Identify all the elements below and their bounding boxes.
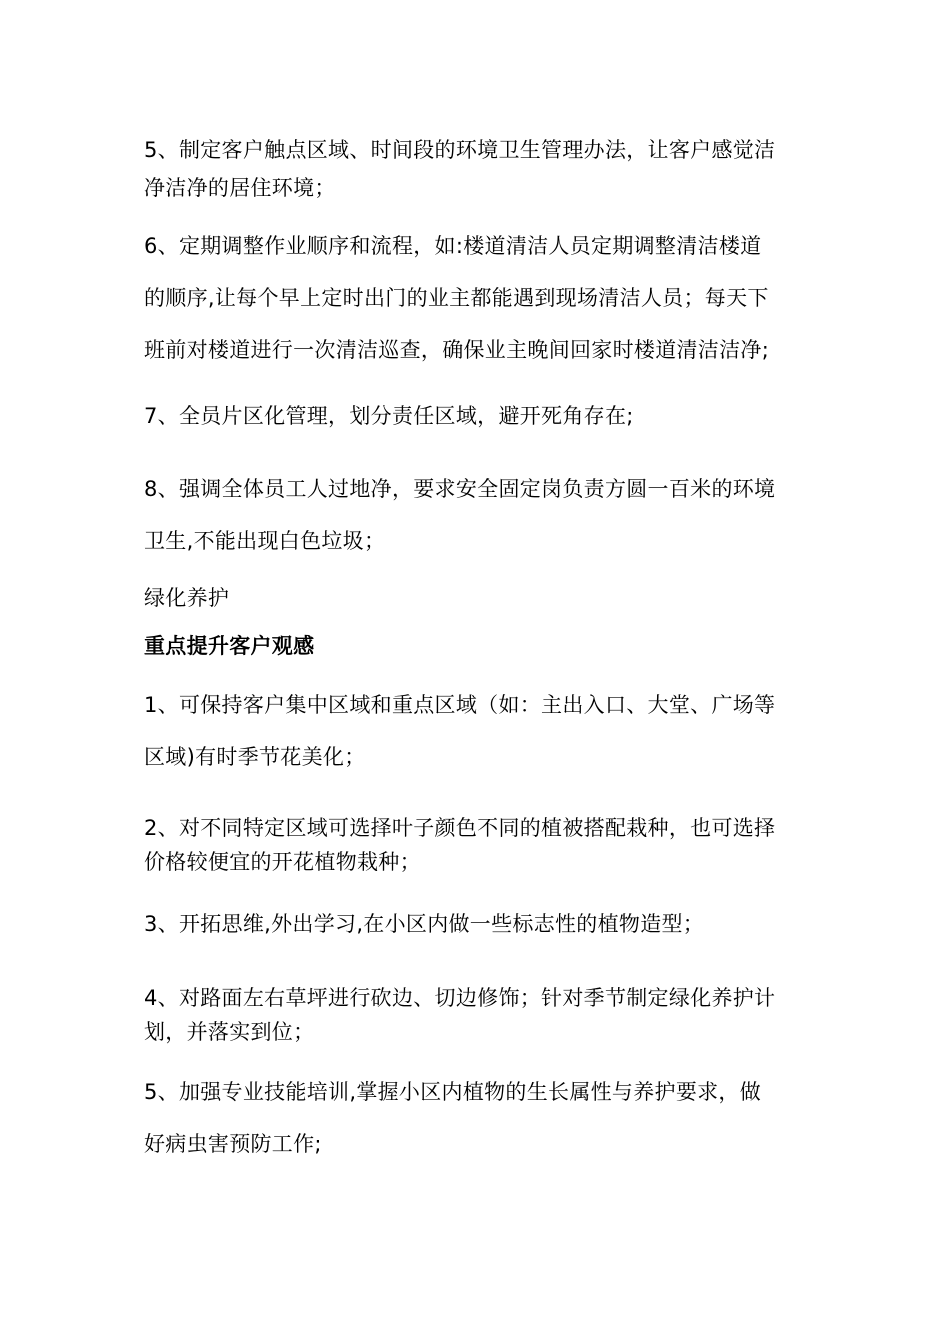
text-line: 区域)有时季节花美化；	[144, 745, 366, 769]
text-line: 班前对楼道进行一次清洁巡查，确保业主晚间回家时楼道清洁洁净;	[144, 338, 770, 362]
paragraph-greening-2	[144, 818, 814, 873]
paragraph-greening-3	[144, 914, 814, 935]
text-line: 好病虫害预防工作;	[144, 1132, 322, 1156]
paragraph-greening-4	[144, 988, 814, 1043]
text-line: 5、加强专业技能培训,掌握小区内植物的生长属性与养护要求，做	[144, 1080, 762, 1104]
text-line: 1、可保持客户集中区域和重点区域（如：主出入口、大堂、广场等	[144, 693, 776, 717]
text-line: 3、开拓思维,外出学习,在小区内做一些标志性的植物造型；	[144, 912, 705, 936]
text-line: 7、全员片区化管理，划分责任区域，避开死角存在;	[144, 404, 634, 428]
text-line: 净洁净的居住环境；	[144, 176, 336, 200]
text-line: 价格较便宜的开花植物栽种；	[144, 850, 421, 874]
text-line: 绿化养护	[144, 586, 230, 610]
text-line: 卫生,不能出现白色垃圾；	[144, 529, 386, 553]
paragraph-sanitation-7	[144, 406, 814, 427]
paragraph-sanitation-5	[144, 140, 814, 199]
paragraph-greening-1	[144, 695, 814, 768]
text-line: 2、对不同特定区域可选择叶子颜色不同的植被搭配栽种，也可选择	[144, 816, 776, 840]
section-title-greening	[144, 588, 814, 609]
text-line: 6、定期调整作业顺序和流程，如:楼道清洁人员定期调整清洁楼道	[144, 234, 762, 258]
text-line: 5、制定客户触点区域、时间段的环境卫生管理办法，让客户感觉洁	[144, 138, 776, 162]
text-line: 8、强调全体员工人过地净，要求安全固定岗负责方圆一百米的环境	[144, 477, 776, 501]
paragraph-sanitation-8	[144, 479, 814, 552]
paragraph-sanitation-6	[144, 236, 814, 361]
text-line: 划，并落实到位；	[144, 1020, 315, 1044]
text-line: 的顺序,让每个早上定时出门的业主都能遇到现场清洁人员；每天下	[144, 286, 769, 310]
text-line: 4、对路面左右草坪进行砍边、切边修饰；针对季节制定绿化养护计	[144, 986, 776, 1010]
heading-customer-perception	[144, 636, 814, 657]
text-line: 重点提升客户观感	[144, 634, 315, 658]
paragraph-greening-5	[144, 1082, 814, 1155]
